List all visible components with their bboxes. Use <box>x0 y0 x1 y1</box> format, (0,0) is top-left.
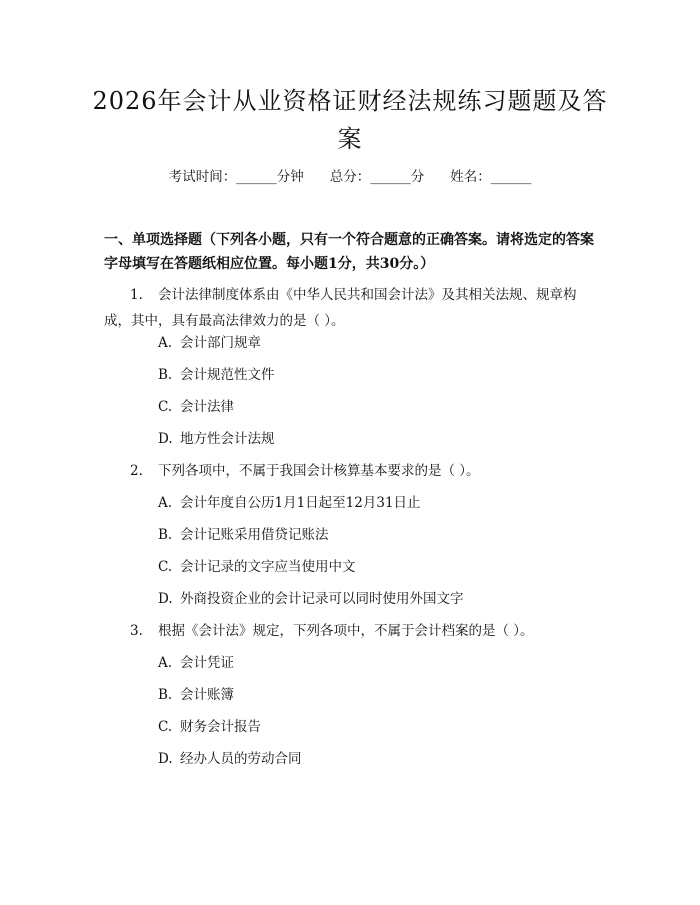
question-1 <box>104 282 600 334</box>
option-text: 会计账簿 <box>180 687 234 703</box>
question-1-option-d <box>158 428 275 450</box>
option-letter: A. <box>158 655 173 671</box>
question-stem: 下列各项中，不属于我国会计核算基本要求的是（ ）。 <box>158 463 480 479</box>
option-letter: B. <box>158 367 173 383</box>
option-letter: D. <box>158 591 173 607</box>
option-letter: D. <box>158 751 173 767</box>
exam-time-label: 考试时间：______分钟 <box>168 169 304 185</box>
question-2-option-b <box>158 524 329 546</box>
option-letter: A. <box>158 495 173 511</box>
option-text: 会计凭证 <box>180 655 234 671</box>
question-3-option-a <box>158 652 234 674</box>
option-text: 会计记录的文字应当使用中文 <box>180 559 356 575</box>
option-text: 经办人员的劳动合同 <box>180 751 302 767</box>
name-label: 姓名：______ <box>450 169 532 185</box>
question-3-option-c <box>158 716 261 738</box>
option-text: 外商投资企业的会计记录可以同时使用外国文字 <box>180 591 464 607</box>
option-text: 会计法律 <box>180 399 234 415</box>
question-2 <box>104 458 600 484</box>
question-3-option-b <box>158 684 234 706</box>
question-number: 3. <box>130 623 143 639</box>
question-1-option-b <box>158 364 275 386</box>
document-title: 2026年会计从业资格证财经法规练习题题及答案 <box>92 87 608 153</box>
question-2-option-a <box>158 492 421 514</box>
option-text: 财务会计报告 <box>180 719 261 735</box>
question-number: 1. <box>130 287 143 303</box>
total-score-label: 总分：______分 <box>329 169 425 185</box>
question-2-option-d <box>158 588 464 610</box>
option-letter: D. <box>158 431 173 447</box>
option-letter: B. <box>158 527 173 543</box>
exam-meta-line <box>0 166 700 188</box>
question-3 <box>104 618 600 644</box>
option-letter: C. <box>158 399 173 415</box>
option-letter: A. <box>158 335 173 351</box>
question-stem: 会计法律制度体系由《中华人民共和国会计法》及其相关法规、规章构成，其中，具有最高法律效力的是（ ）。 <box>104 287 577 329</box>
option-text: 会计记账采用借贷记账法 <box>180 527 329 543</box>
option-text: 会计年度自公历1月1日起至12月31日止 <box>180 495 421 511</box>
option-letter: C. <box>158 719 173 735</box>
option-letter: B. <box>158 687 173 703</box>
question-1-option-a <box>158 332 261 354</box>
section-heading: 一、单项选择题（下列各小题，只有一个符合题意的正确答案。请将选定的答案字母填写在答题纸相应位置。每小题1分，共30分。） <box>104 232 594 272</box>
option-letter: C. <box>158 559 173 575</box>
question-2-option-c <box>158 556 356 578</box>
question-1-option-c <box>158 396 234 418</box>
option-text: 地方性会计法规 <box>180 431 275 447</box>
question-number: 2. <box>130 463 143 479</box>
question-3-option-d <box>158 748 302 770</box>
option-text: 会计规范性文件 <box>180 367 275 383</box>
question-stem: 根据《会计法》规定，下列各项中，不属于会计档案的是（ ）。 <box>158 623 534 639</box>
option-text: 会计部门规章 <box>180 335 261 351</box>
